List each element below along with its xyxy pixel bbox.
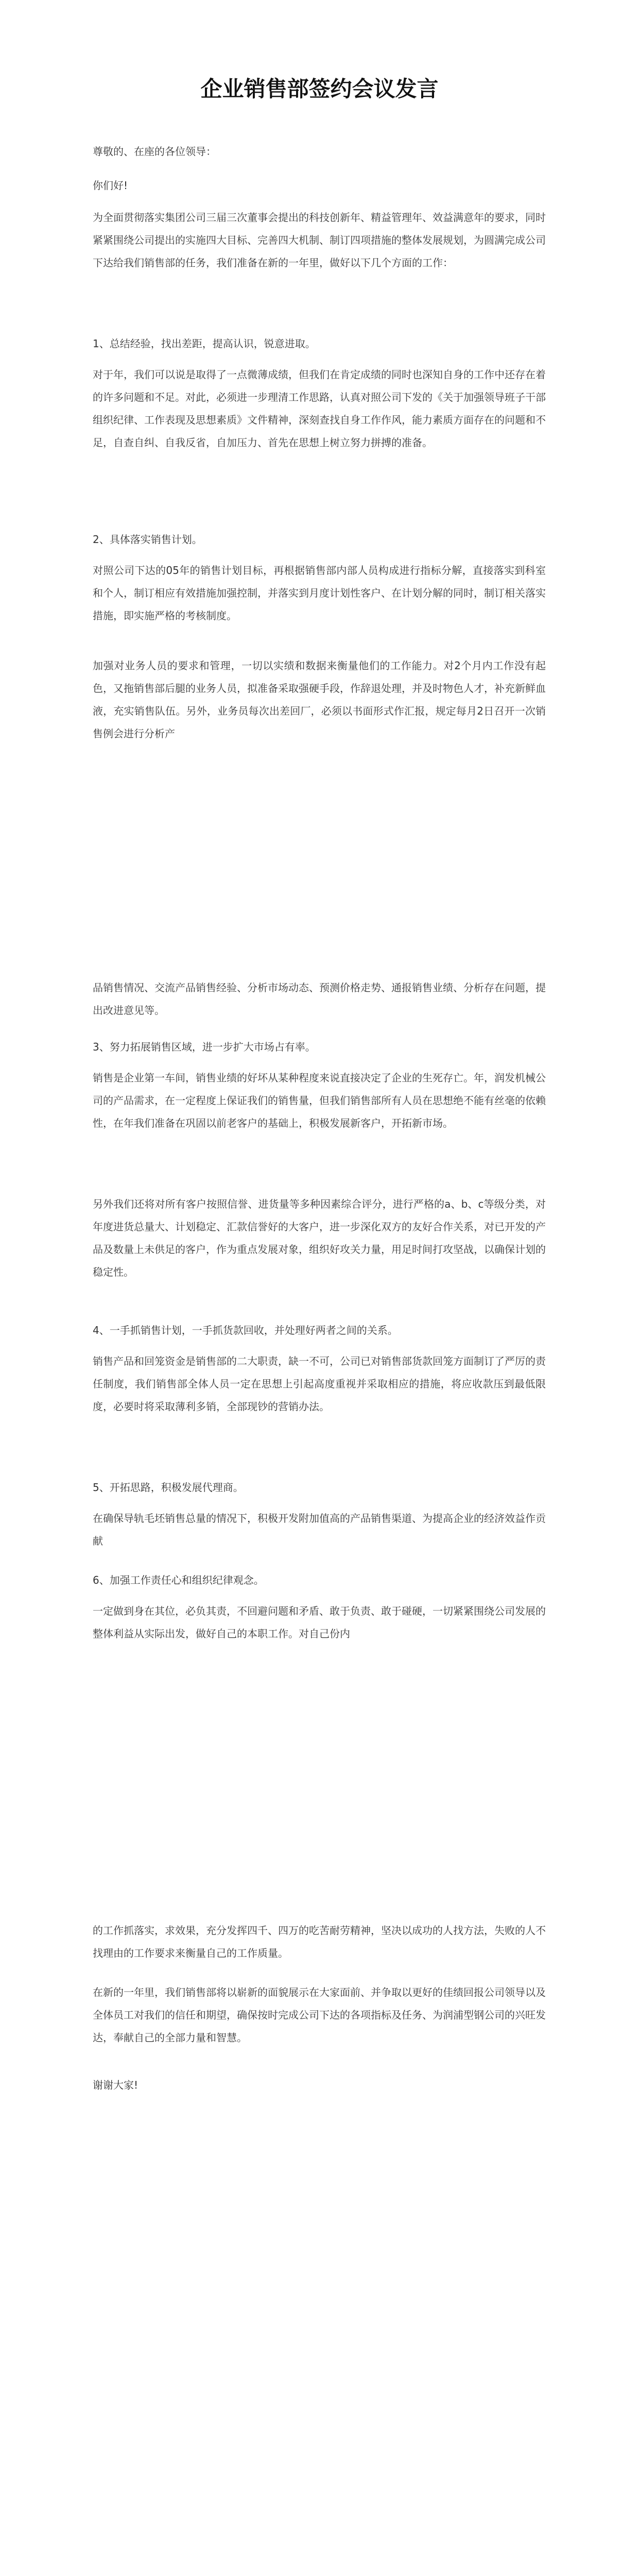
paragraph-section-6: 一定做到身在其位，必负其责，不回避问题和矛盾、敢于负责、敢于碰硬，一切紧紧围绕公司发展的整体利益从实际出发，做好自己的本职工作。对自己份内	[93, 1605, 546, 1640]
paragraph-section-6-cont: 的工作抓落实，求效果，充分发挥四千、四万的吃苦耐劳精神，坚决以成功的人找方法，失败的人不找理由的工作要求来衡量自己的工作质量。	[93, 1924, 546, 1959]
paragraph-greeting: 你们好!	[93, 179, 128, 192]
paragraph-intro: 为全面贯彻落实集团公司三届三次董事会提出的科技创新年、精益管理年、效益满意年的要求，同时紧紧围绕公司提出的实施四大目标、完善四大机制、制订四项措施的整体发展规划，为圆满完成公司下达给我们销售部的任务，我们准备在新的一年里，做好以下几个方面的工作：	[93, 211, 546, 269]
paragraph-heading-6: 6、加强工作责任心和组织纪律观念。	[93, 1574, 264, 1586]
paragraph-heading-2: 2、具体落实销售计划。	[93, 533, 202, 546]
paragraph-heading-1: 1、总结经验，找出差距，提高认识，锐意进取。	[93, 337, 316, 350]
paragraph-section-2b: 加强对业务人员的要求和管理，一切以实绩和数据来衡量他们的工作能力。对2个月内工作没有起色，又拖销售部后腿的业务人员，拟准备采取强硬手段，作辞退处理，并及时物色人才，补充新鲜血液，充实销售队伍。另外，业务员每次出差回厂，必须以书面形式作汇报，规定每月2日召开一次销售例会进行分析产	[93, 659, 546, 740]
paragraph-heading-5: 5、开拓思路，积极发展代理商。	[93, 1481, 244, 1494]
paragraph-heading-3: 3、努力拓展销售区域，进一步扩大市场占有率。	[93, 1041, 316, 1053]
paragraph-thanks: 谢谢大家!	[93, 2079, 139, 2091]
paragraph-salutation: 尊敬的、在座的各位领导：	[93, 145, 216, 158]
paragraph-heading-4: 4、一手抓销售计划，一手抓货款回收，并处理好两者之间的关系。	[93, 1324, 398, 1336]
paragraph-section-5: 在确保导轨毛坯销售总量的情况下，积极开发附加值高的产品销售渠道、为提高企业的经济效益作贡献	[93, 1512, 546, 1547]
document-title: 企业销售部签约会议发言	[200, 76, 439, 101]
paragraph-section-2b-cont: 品销售情况、交流产品销售经验、分析市场动态、预测价格走势、通报销售业绩、分析存在问题，提出改进意见等。	[93, 981, 546, 1016]
paragraph-section-3b: 另外我们还将对所有客户按照信誉、进货量等多种因素综合评分，进行严格的a、b、c等级分类，对年度进货总量大、计划稳定、汇款信誉好的大客户，进一步深化双方的友好合作关系，对已开发的产品及数量上未供足的客户，作为重点发展对象，组织好攻关力量，用足时间打攻坚战，以确保计划的稳定性。	[93, 1198, 546, 1278]
paragraph-closing: 在新的一年里，我们销售部将以崭新的面貌展示在大家面前、并争取以更好的佳绩回报公司领导以及全体员工对我们的信任和期望，确保按时完成公司下达的各项指标及任务、为润浦型钢公司的兴旺发达，奉献自己的全部力量和智慧。	[93, 1986, 546, 2044]
paragraph-section-3a: 销售是企业第一车间，销售业绩的好坏从某种程度来说直接决定了企业的生死存亡。年，润发机械公司的产品需求，在一定程度上保证我们的销售量，但我们销售部所有人员在思想绝不能有丝毫的依赖性，在年我们准备在巩固以前老客户的基础上，积极发展新客户，开拓新市场。	[93, 1072, 546, 1129]
paragraph-section-2a: 对照公司下达的05年的销售计划目标，再根据销售部内部人员构成进行指标分解，直接落实到科室和个人，制订相应有效措施加强控制，并落实到月度计划性客户、在计划分解的同时，制订相关落实措施，即实施严格的考核制度。	[93, 564, 546, 622]
paragraph-section-1: 对于年，我们可以说是取得了一点微薄成绩，但我们在肯定成绩的同时也深知自身的工作中还存在着的许多问题和不足。对此，必须进一步理清工作思路，认真对照公司下发的《关于加强领导班子干部组织纪律、工作表现及思想素质》文件精神，深刻查找自身工作作风，能力素质方面存在的问题和不足，自查自纠、自我反省，自加压力、首先在思想上树立努力拼搏的准备。	[93, 368, 546, 449]
paragraph-section-4: 销售产品和回笼资金是销售部的二大职责，缺一不可，公司已对销售部货款回笼方面制订了严厉的责任制度，我们销售部全体人员一定在思想上引起高度重视并采取相应的措施，将应收款压到最低限度，必要时将采取薄利多销，全部现钞的营销办法。	[93, 1355, 546, 1413]
